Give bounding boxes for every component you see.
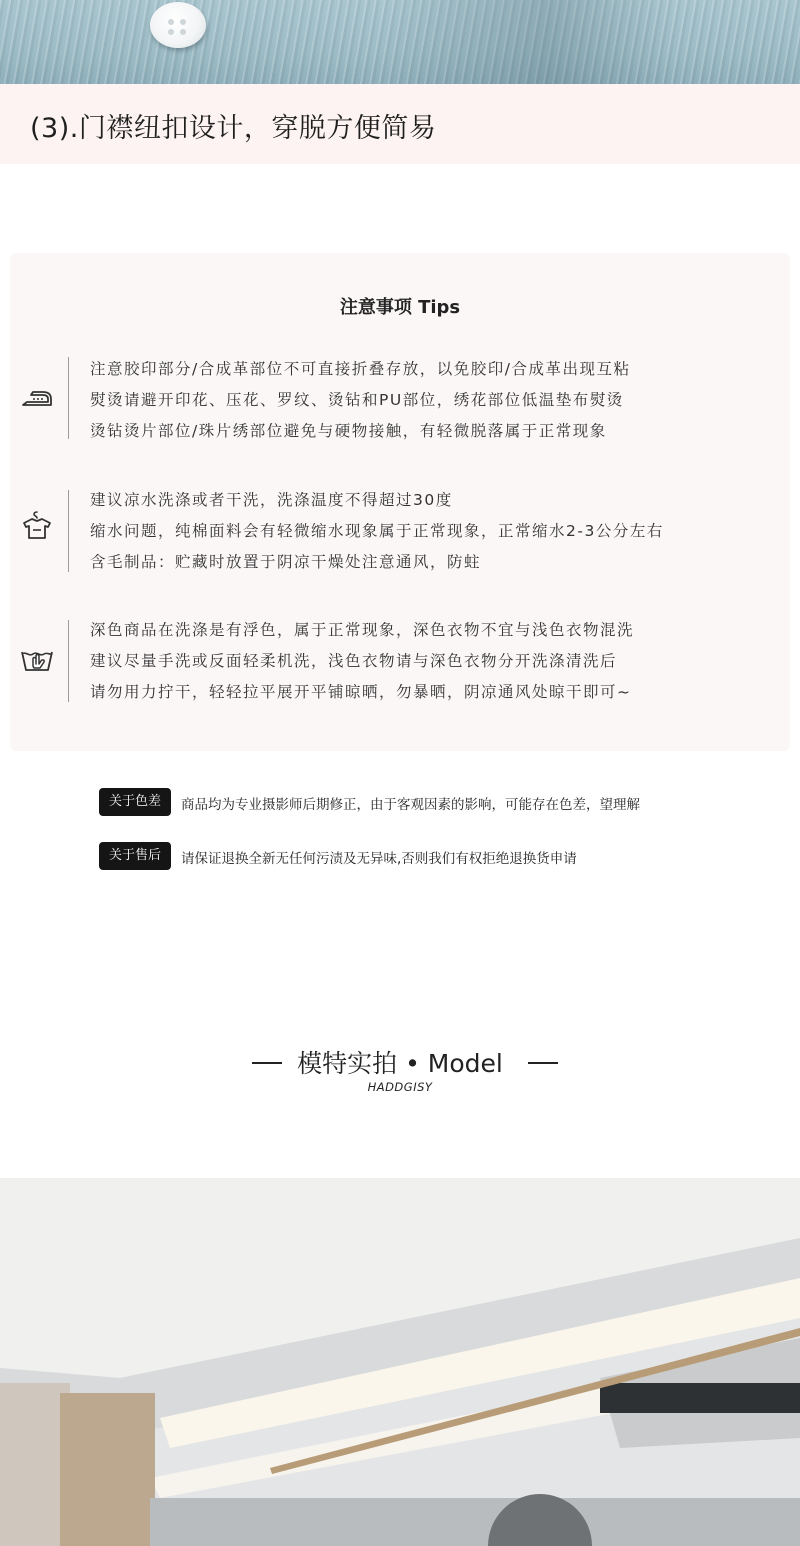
hand-wash-icon	[20, 642, 54, 676]
tip-line: 烫钻烫片部位/珠片绣部位避免与硬物接触，有轻微脱落属于正常现象	[90, 422, 607, 440]
note-text: 请保证退换全新无任何污渍及无异味,否则我们有权拒绝退换货申请	[181, 851, 577, 867]
brand-subtitle: HADDGISY	[367, 1080, 433, 1094]
block-divider	[68, 490, 69, 572]
note-tag: 关于色差	[99, 788, 171, 816]
fabric-photo	[0, 0, 800, 84]
model-photo-interior	[0, 1178, 800, 1546]
block-divider	[68, 357, 69, 439]
tips-title: 注意事项 Tips	[339, 297, 461, 318]
tip-line: 缩水问题，纯棉面料会有轻微缩水现象属于正常现象，正常缩水2-3公分左右	[90, 522, 664, 540]
tip-line: 建议凉水洗涤或者干洗，洗涤温度不得超过30度	[90, 491, 453, 509]
tip-line: 含毛制品：贮藏时放置于阴凉干燥处注意通风，防蛀	[90, 553, 482, 571]
button-hole	[168, 19, 174, 25]
block-divider	[68, 620, 69, 702]
hanging-shirt-icon	[20, 508, 54, 542]
model-title: 模特实拍 • Model	[297, 1049, 503, 1078]
tips-block-handwash	[10, 616, 790, 706]
care-tips-panel	[10, 253, 790, 751]
note-text: 商品均为专业摄影师后期修正，由于客观因素的影响，可能存在色差，望理解	[181, 797, 640, 813]
feature-caption: (3).门襟纽扣设计，穿脱方便简易	[30, 113, 437, 144]
ceiling-photo-illustration	[0, 1178, 800, 1546]
button-hole	[180, 19, 186, 25]
iron-icon	[20, 381, 54, 415]
shirt-button-image	[150, 2, 206, 48]
button-hole	[168, 29, 174, 35]
note-tag: 关于售后	[99, 842, 171, 870]
tips-block-ironing	[10, 353, 790, 443]
tip-line: 熨烫请避开印花、压花、罗纹、烫钻和PU部位，绣花部位低温垫布熨烫	[90, 391, 624, 409]
tips-block-washing	[10, 486, 790, 576]
button-hole	[180, 29, 186, 35]
model-section-heading	[0, 1044, 800, 1080]
heading-dash-right	[528, 1062, 558, 1064]
fabric-fold-shadow	[380, 0, 800, 84]
tip-line: 注意胶印部分/合成革部位不可直接折叠存放，以免胶印/合成革出现互粘	[90, 360, 631, 378]
tip-line: 请勿用力拧干，轻轻拉平展开平铺晾晒，勿暴晒，阴凉通风处晾干即可~	[90, 683, 632, 701]
tip-line: 建议尽量手洗或反面轻柔机洗，浅色衣物请与深色衣物分开洗涤清洗后	[90, 652, 618, 670]
tip-line: 深色商品在洗涤是有浮色，属于正常现象，深色衣物不宜与浅色衣物混洗	[90, 621, 635, 639]
